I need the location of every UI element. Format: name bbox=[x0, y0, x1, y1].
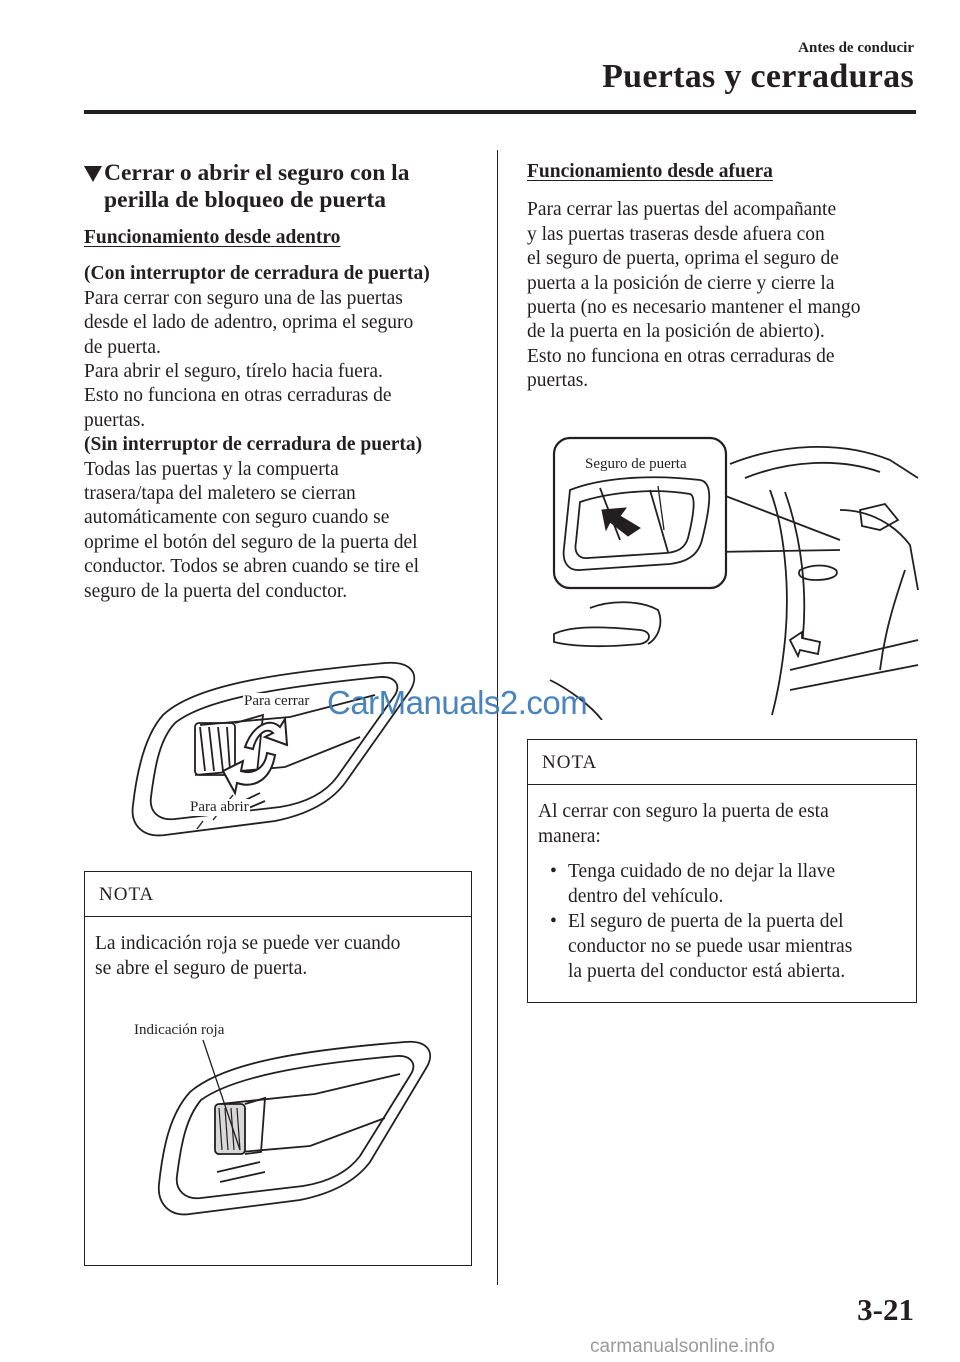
text-line: puertas. bbox=[527, 370, 589, 392]
note-box-right bbox=[527, 739, 917, 1003]
footer-url: carmanualsonline.info bbox=[590, 1336, 775, 1357]
sub-heading-inside: Funcionamiento desde adentro bbox=[84, 227, 341, 248]
note-line: manera: bbox=[538, 826, 601, 847]
section-heading bbox=[84, 160, 479, 214]
red-indicator-figure bbox=[134, 1022, 445, 1242]
note-line: El seguro de puerta de la puerta del bbox=[568, 911, 844, 932]
text-line: puerta a la posición de cierre y cierre la bbox=[527, 272, 835, 294]
triangle-bullet-icon bbox=[84, 166, 102, 182]
text-line: trasera/tapa del maletero se cierran bbox=[84, 483, 356, 505]
header-rule bbox=[84, 110, 916, 114]
text-line: puerta (no es necesario mantener el mango bbox=[527, 297, 861, 319]
label-close: Para cerrar bbox=[244, 693, 310, 709]
label-door-lock: Seguro de puerta bbox=[585, 456, 687, 472]
text-line: Esto no funciona en otras cerraduras de bbox=[84, 385, 392, 407]
text-line: Todas las puertas y la compuerta bbox=[84, 458, 339, 480]
note-line: se abre el seguro de puerta. bbox=[95, 958, 308, 979]
section-heading-line: Cerrar o abrir el seguro con la bbox=[104, 160, 410, 186]
page-number: 3-21 bbox=[857, 1292, 914, 1327]
bullet-dot-icon: • bbox=[550, 911, 557, 932]
text-line: conductor. Todos se abren cuando se tire el bbox=[84, 556, 420, 578]
text-line: el seguro de puerta, oprima el seguro de bbox=[527, 248, 839, 270]
label-open: Para abrir bbox=[190, 799, 249, 815]
note-line: dentro del vehículo. bbox=[568, 886, 724, 907]
text-line: Para cerrar las puertas del acompañante bbox=[527, 199, 837, 221]
sub-heading-outside: Funcionamiento desde afuera bbox=[527, 161, 773, 182]
text-line: y las puertas traseras desde afuera con bbox=[527, 223, 825, 245]
section-heading-line: perilla de bloqueo de puerta bbox=[104, 187, 387, 213]
text-line: seguro de la puerta del conductor. bbox=[84, 580, 348, 602]
label-red-indicator: Indicación roja bbox=[134, 1022, 225, 1038]
note-bullet bbox=[538, 909, 906, 984]
paragraph-title: (Sin interruptor de cerradura de puerta) bbox=[84, 434, 423, 456]
text-line: puertas. bbox=[84, 409, 146, 431]
note-line: Tenga cuidado de no dejar la llave bbox=[568, 861, 836, 882]
text-line: de puerta. bbox=[84, 336, 161, 358]
text-line: oprime el botón del seguro de la puerta del bbox=[84, 531, 418, 553]
bullet-dot-icon: • bbox=[550, 861, 557, 882]
note-box-left bbox=[84, 871, 472, 1266]
watermark: CarManuals2.com bbox=[327, 684, 588, 721]
note-body bbox=[85, 917, 471, 993]
note-body bbox=[528, 785, 916, 996]
note-title: NOTA bbox=[528, 740, 916, 785]
door-lock-outside-figure bbox=[540, 430, 920, 720]
right-column bbox=[527, 160, 917, 394]
text-line: de la puerta en la posición de abierto). bbox=[527, 321, 825, 343]
note-line: la puerta del conductor está abierta. bbox=[568, 961, 846, 982]
text-line: Para cerrar con seguro una de las puertas bbox=[84, 287, 403, 309]
note-bullet bbox=[538, 859, 906, 909]
note-line: conductor no se puede usar mientras bbox=[568, 936, 853, 957]
door-handle-indicator-illustration bbox=[145, 1022, 445, 1242]
text-line: Esto no funciona en otras cerraduras de bbox=[527, 345, 835, 367]
text-line: desde el lado de adentro, oprima el seguro bbox=[84, 312, 414, 334]
note-line: Al cerrar con seguro la puerta de esta bbox=[538, 801, 829, 822]
section-title: Puertas y cerraduras bbox=[602, 58, 914, 95]
chapter-title: Antes de conducir bbox=[798, 40, 914, 56]
paragraph-title: (Con interruptor de cerradura de puerta) bbox=[84, 263, 430, 285]
left-column bbox=[84, 160, 479, 604]
text-line: automáticamente con seguro cuando se bbox=[84, 507, 390, 529]
text-line: Para abrir el seguro, tírelo hacia fuera. bbox=[84, 361, 383, 383]
note-line: La indicación roja se puede ver cuando bbox=[95, 933, 401, 954]
car-door-illustration bbox=[540, 430, 920, 720]
note-title: NOTA bbox=[85, 872, 471, 917]
